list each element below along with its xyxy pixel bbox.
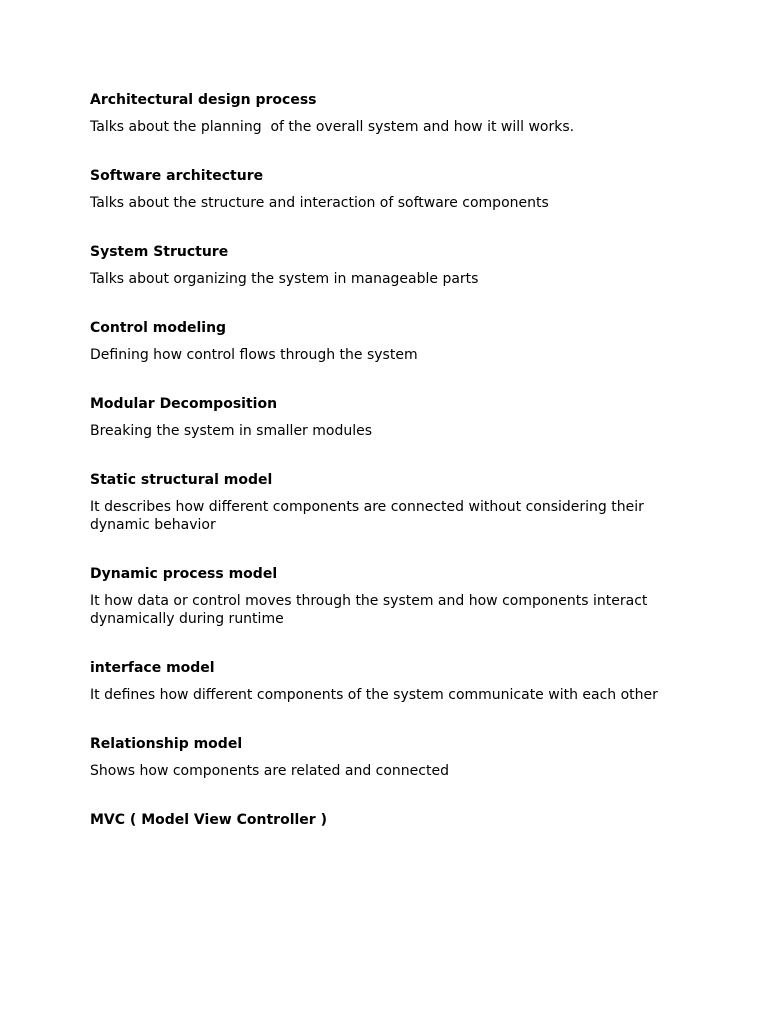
section-description: Breaking the system in smaller modules: [90, 423, 373, 439]
section-description: It defines how different components of the system communicate with each other: [90, 687, 658, 703]
section-software-architecture: [90, 166, 670, 242]
section-interface-model: [90, 658, 670, 734]
section-control-modeling: [90, 318, 670, 394]
section-heading: Control modeling: [90, 320, 227, 336]
section-description: Shows how components are related and connected: [90, 763, 449, 779]
section-description: Talks about organizing the system in manageable parts: [90, 271, 479, 287]
section-heading: Static structural model: [90, 472, 273, 488]
section-architectural-design-process: [90, 90, 670, 166]
section-relationship-model: [90, 734, 670, 810]
section-heading: MVC ( Model View Controller ): [90, 812, 327, 828]
section-description: It how data or control moves through the system and how components interact dynamically during runtime: [90, 593, 652, 627]
section-heading: Dynamic process model: [90, 566, 278, 582]
section-heading: System Structure: [90, 244, 229, 260]
section-system-structure: [90, 242, 670, 318]
section-heading: Software architecture: [90, 168, 264, 184]
section-heading: Architectural design process: [90, 92, 317, 108]
section-heading: Relationship model: [90, 736, 243, 752]
section-heading: Modular Decomposition: [90, 396, 278, 412]
section-mvc: [90, 810, 670, 830]
section-dynamic-process-model: [90, 564, 670, 658]
section-description: Talks about the planning of the overall system and how it will works.: [90, 119, 575, 135]
section-heading: interface model: [90, 660, 215, 676]
document-content: [90, 90, 670, 830]
section-modular-decomposition: [90, 394, 670, 470]
section-static-structural-model: [90, 470, 670, 564]
section-description: Defining how control flows through the system: [90, 347, 418, 363]
section-description: Talks about the structure and interaction of software components: [90, 195, 549, 211]
section-description: It describes how different components are connected without considering their dynamic behavior: [90, 499, 649, 533]
